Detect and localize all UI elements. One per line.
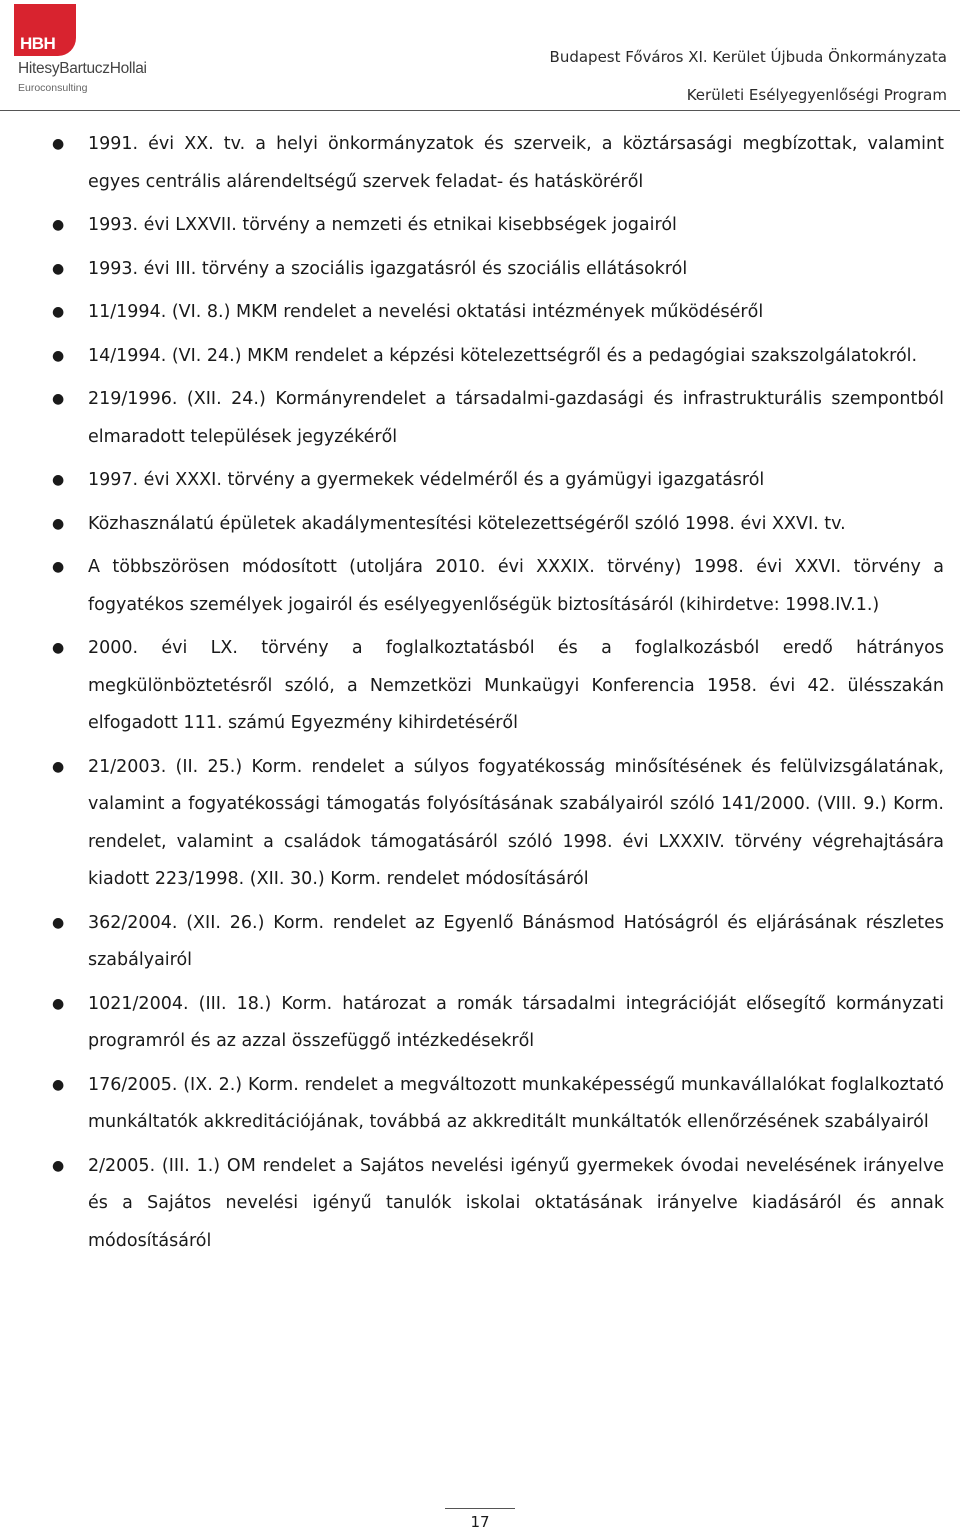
list-item — [0, 381, 960, 456]
logo-subtitle: Euroconsulting — [18, 82, 88, 94]
list-item — [0, 462, 960, 500]
bullet-icon: ● — [52, 217, 65, 233]
list-item-text: 219/1996. (XII. 24.) Kormányrendelet a társadalmi-gazdasági és infrastrukturális szempontból elmaradott települések jegyzékéről — [88, 389, 944, 447]
bullet-icon: ● — [52, 559, 65, 575]
logo-company-name: HitesyBartuczHollai — [18, 60, 147, 77]
list-item — [0, 986, 960, 1061]
list-item-text: 1993. évi III. törvény a szociális igazgatásról és szociális ellátásokról — [88, 258, 688, 279]
list-item — [0, 549, 960, 624]
legislation-list — [0, 126, 960, 1266]
logo-badge — [14, 4, 76, 56]
bullet-icon: ● — [52, 758, 65, 775]
bullet-icon: ● — [52, 515, 65, 532]
list-item — [0, 1067, 960, 1142]
header-municipality: Budapest Főváros XI. Kerület Újbuda Önkormányzata — [549, 48, 947, 66]
list-item — [0, 251, 960, 289]
list-item-text: 1993. évi LXXVII. törvény a nemzeti és etnikai kisebbségek jogairól — [88, 215, 677, 235]
list-item — [0, 506, 960, 544]
bullet-icon: ● — [52, 1157, 65, 1174]
document-header — [550, 38, 947, 114]
bullet-icon: ● — [52, 136, 65, 152]
list-item-text: 2000. évi LX. törvény a foglalkoztatásból és a foglalkozásból eredő hátrányos megkülönböztetésről szóló, a Nemzetközi Munkaügyi Konferencia 1958. évi 42. ülésszakán elfogadott 111. számú Egyezmény kihirdetéséről — [88, 638, 944, 733]
list-item — [0, 294, 960, 332]
list-item-text: 176/2005. (IX. 2.) Korm. rendelet a megváltozott munkaképességű munkavállalókat foglalkoztató munkáltatók akkreditációjának, továbbá az akkreditált munkáltatók ellenőrzésének szabályairól — [88, 1074, 944, 1132]
header-divider — [0, 110, 960, 111]
bullet-icon: ● — [52, 304, 65, 320]
list-item — [0, 749, 960, 899]
list-item-text: 2/2005. (III. 1.) OM rendelet a Sajátos nevelési igényű gyermekek óvodai nevelésének irányelve és a Sajátos nevelési igényű tanulók iskolai oktatásának irányelve kiadásáról és annak módosításáról — [88, 1155, 944, 1251]
list-item — [0, 1148, 960, 1261]
bullet-icon: ● — [52, 995, 65, 1012]
list-item — [0, 126, 960, 201]
list-item-text: Közhasználatú épületek akadálymentesítési kötelezettségéről szóló 1998. évi XXVI. tv. — [88, 513, 846, 534]
page-number: 17 — [470, 1513, 490, 1531]
logo-badge-text: HBH — [20, 34, 56, 53]
bullet-icon: ● — [52, 260, 65, 277]
list-item-text: 21/2003. (II. 25.) Korm. rendelet a súlyos fogyatékosság minősítésének és felülvizsgálatának, valamint a fogyatékossági támogatás folyósításának szabályairól szóló 141/2000. (VIII. 9.) Korm. rendelet, valamint a családok támogatásáról szóló 1998. évi LXXXIV. törvény végrehajtására kiadott 223/1998. (XII. 30.) Korm. rendelet módosításáról — [88, 756, 944, 889]
company-logo — [14, 4, 174, 96]
list-item-text: 11/1994. (VI. 8.) MKM rendelet a nevelési oktatási intézmények működéséről — [88, 302, 764, 322]
bullet-icon: ● — [52, 347, 65, 364]
list-item-text: 362/2004. (XII. 26.) Korm. rendelet az Egyenlő Bánásmod Hatóságról és eljárásának részletes szabályairól — [88, 912, 944, 970]
list-item — [0, 630, 960, 743]
bullet-icon: ● — [52, 640, 65, 656]
bullet-icon: ● — [52, 472, 65, 488]
list-item — [0, 905, 960, 980]
list-item-text: 1021/2004. (III. 18.) Korm. határozat a romák társadalmi integrációját elősegítő kormányzati programról és az azzal összefüggő intézkedésekről — [88, 993, 944, 1051]
list-item — [0, 207, 960, 245]
footer-divider — [445, 1508, 515, 1509]
list-item-text: 1991. évi XX. tv. a helyi önkormányzatok és szerveik, a köztársasági megbízottak, valamint egyes centrális alárendeltségű szervek feladat- és hatásköréről — [88, 134, 944, 192]
bullet-icon: ● — [52, 1076, 65, 1093]
list-item-text: A többszörösen módosított (utoljára 2010. évi XXXIX. törvény) 1998. évi XXVI. törvény a fogyatékos személyek jogairól és esélyegyenlőségük biztosításáról (kihirdetve: 1998.IV.1.) — [88, 557, 944, 615]
bullet-icon: ● — [52, 391, 65, 407]
list-item-text: 14/1994. (VI. 24.) MKM rendelet a képzési kötelezettségről és a pedagógiai szakszolgálatokról. — [88, 345, 918, 366]
list-item — [0, 338, 960, 376]
list-item-text: 1997. évi XXXI. törvény a gyermekek védelméről és a gyámügyi igazgatásról — [88, 470, 765, 490]
bullet-icon: ● — [52, 914, 65, 931]
header-program-title: Kerületi Esélyegyenlőségi Program — [686, 86, 947, 104]
